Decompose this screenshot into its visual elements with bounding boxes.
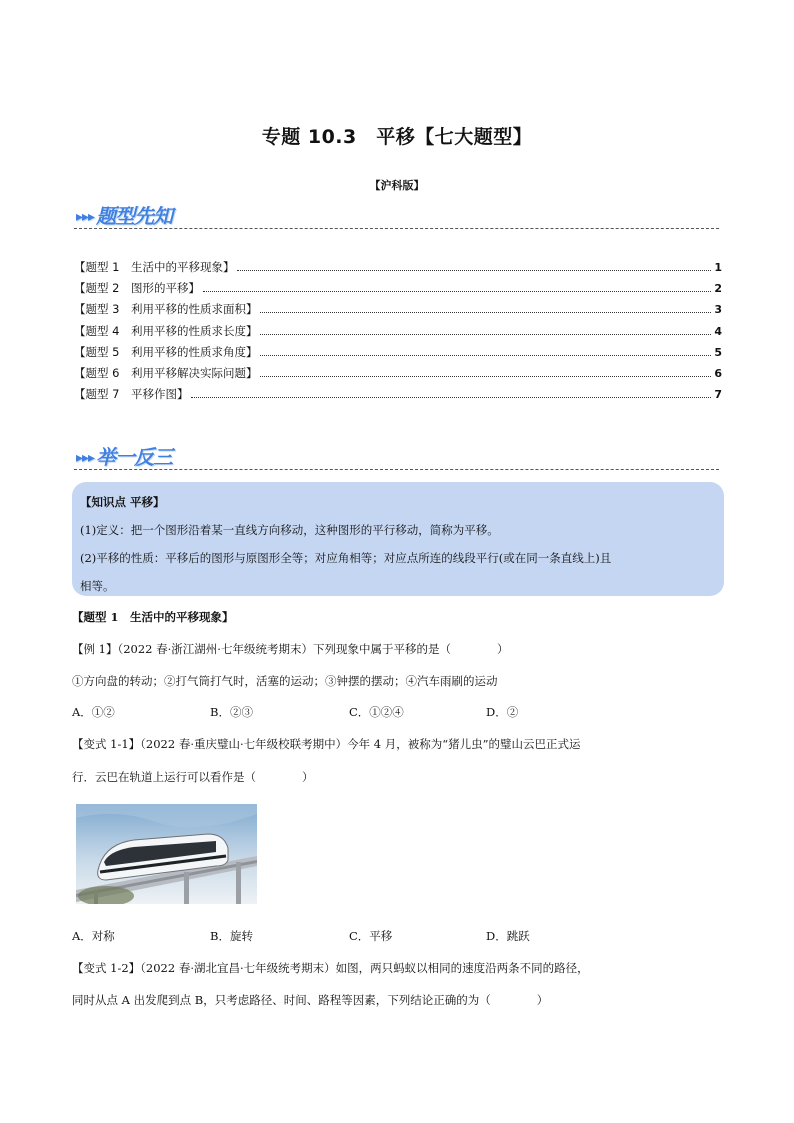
option-c[interactable]: C．①②④ xyxy=(349,705,404,719)
toc-item[interactable]: 【题型 6 利用平移解决实际问题】 6 xyxy=(74,365,722,380)
toc-item[interactable]: 【题型 4 利用平移的性质求长度】 4 xyxy=(74,323,722,338)
banner-text: 题型先知 xyxy=(96,204,173,228)
edition-label: 【沪科版】 xyxy=(369,179,425,192)
option-a[interactable]: A．对称 xyxy=(72,929,115,943)
knowledge-property: (2)平移的性质：平移后的图形与原图形全等；对应角相等；对应点所连的线段平行(或在同一条直线上)且 xyxy=(80,551,612,565)
toc-item[interactable]: 【题型 2 图形的平移】 2 xyxy=(74,281,722,296)
leader-dots xyxy=(203,282,711,292)
toc-item[interactable]: 【题型 3 利用平移的性质求面积】 3 xyxy=(74,302,722,317)
variant1-2-line2: 同时从点 A 出发爬到点 B，只考虑路径、时间、路程等因素，下列结论正确的为（ ） xyxy=(72,993,549,1007)
toc-item[interactable]: 【题型 1 生活中的平移现象】 1 xyxy=(74,260,722,274)
dashed-divider xyxy=(74,469,719,470)
option-b[interactable]: B．旋转 xyxy=(210,929,253,943)
toc-page-number: 3 xyxy=(714,303,722,317)
toc-page-number: 4 xyxy=(714,324,722,338)
leader-dots xyxy=(260,325,711,335)
leader-dots xyxy=(260,303,711,313)
page-title: 专题 10.3 平移【七大题型】 xyxy=(261,126,533,148)
option-a[interactable]: A．①② xyxy=(72,705,115,719)
example1-items: ①方向盘的转动；②打气筒打气时，活塞的运动；③钟摆的摆动；④汽车雨刷的运动 xyxy=(72,674,498,688)
toc-page-number: 5 xyxy=(714,345,722,359)
variant1-2-line1: 【变式 1-2】（2022 春·湖北宜昌·七年级统考期末）如图，两只蚂蚁以相同的速度沿两条不同的路径， xyxy=(72,961,589,975)
arrows-icon: ▸▸▸ xyxy=(76,450,95,466)
dashed-divider xyxy=(74,228,719,229)
option-d[interactable]: D．跳跃 xyxy=(486,929,530,943)
example1-stem: 【例 1】（2022 春·浙江湖州·七年级统考期末）下列现象中属于平移的是（ ） xyxy=(72,642,509,656)
leader-dots xyxy=(260,367,711,377)
toc-page-number: 6 xyxy=(714,366,722,380)
toc-page-number: 1 xyxy=(714,261,722,274)
arrows-icon: ▸▸▸ xyxy=(76,209,95,225)
toc-page-number: 2 xyxy=(714,282,722,296)
variant1-1-line2: 行．云巴在轨道上运行可以看作是（ ） xyxy=(72,770,314,784)
option-c[interactable]: C．平移 xyxy=(349,929,393,943)
option-d[interactable]: D．② xyxy=(486,705,519,719)
monorail-photo xyxy=(76,804,257,904)
toc-item[interactable]: 【题型 5 利用平移的性质求角度】 5 xyxy=(74,344,722,359)
section-banner-preview xyxy=(76,200,172,230)
knowledge-point-box xyxy=(72,482,724,596)
leader-dots xyxy=(191,388,711,398)
section-banner-practice xyxy=(76,441,172,471)
banner-text: 举一反三 xyxy=(96,445,173,469)
type1-heading: 【题型 1 生活中的平移现象】 xyxy=(72,610,234,624)
monorail-image-icon xyxy=(76,804,257,904)
knowledge-property-cont: 相等。 xyxy=(80,579,115,593)
knowledge-title: 【知识点 平移】 xyxy=(80,495,165,509)
leader-dots xyxy=(237,261,711,271)
option-b[interactable]: B．②③ xyxy=(210,705,253,719)
toc-page-number: 7 xyxy=(714,388,722,402)
variant1-1-line1: 【变式 1-1】（2022 春·重庆璧山·七年级校联考期中）今年 4 月，被称为“猪儿虫”的璧山云巴正式运 xyxy=(72,737,581,751)
leader-dots xyxy=(260,346,711,356)
knowledge-definition: (1)定义：把一个图形沿着某一直线方向移动，这种图形的平行移动，简称为平移。 xyxy=(80,523,499,537)
table-of-contents xyxy=(74,259,722,407)
toc-item[interactable]: 【题型 7 平移作图】 7 xyxy=(74,387,722,402)
